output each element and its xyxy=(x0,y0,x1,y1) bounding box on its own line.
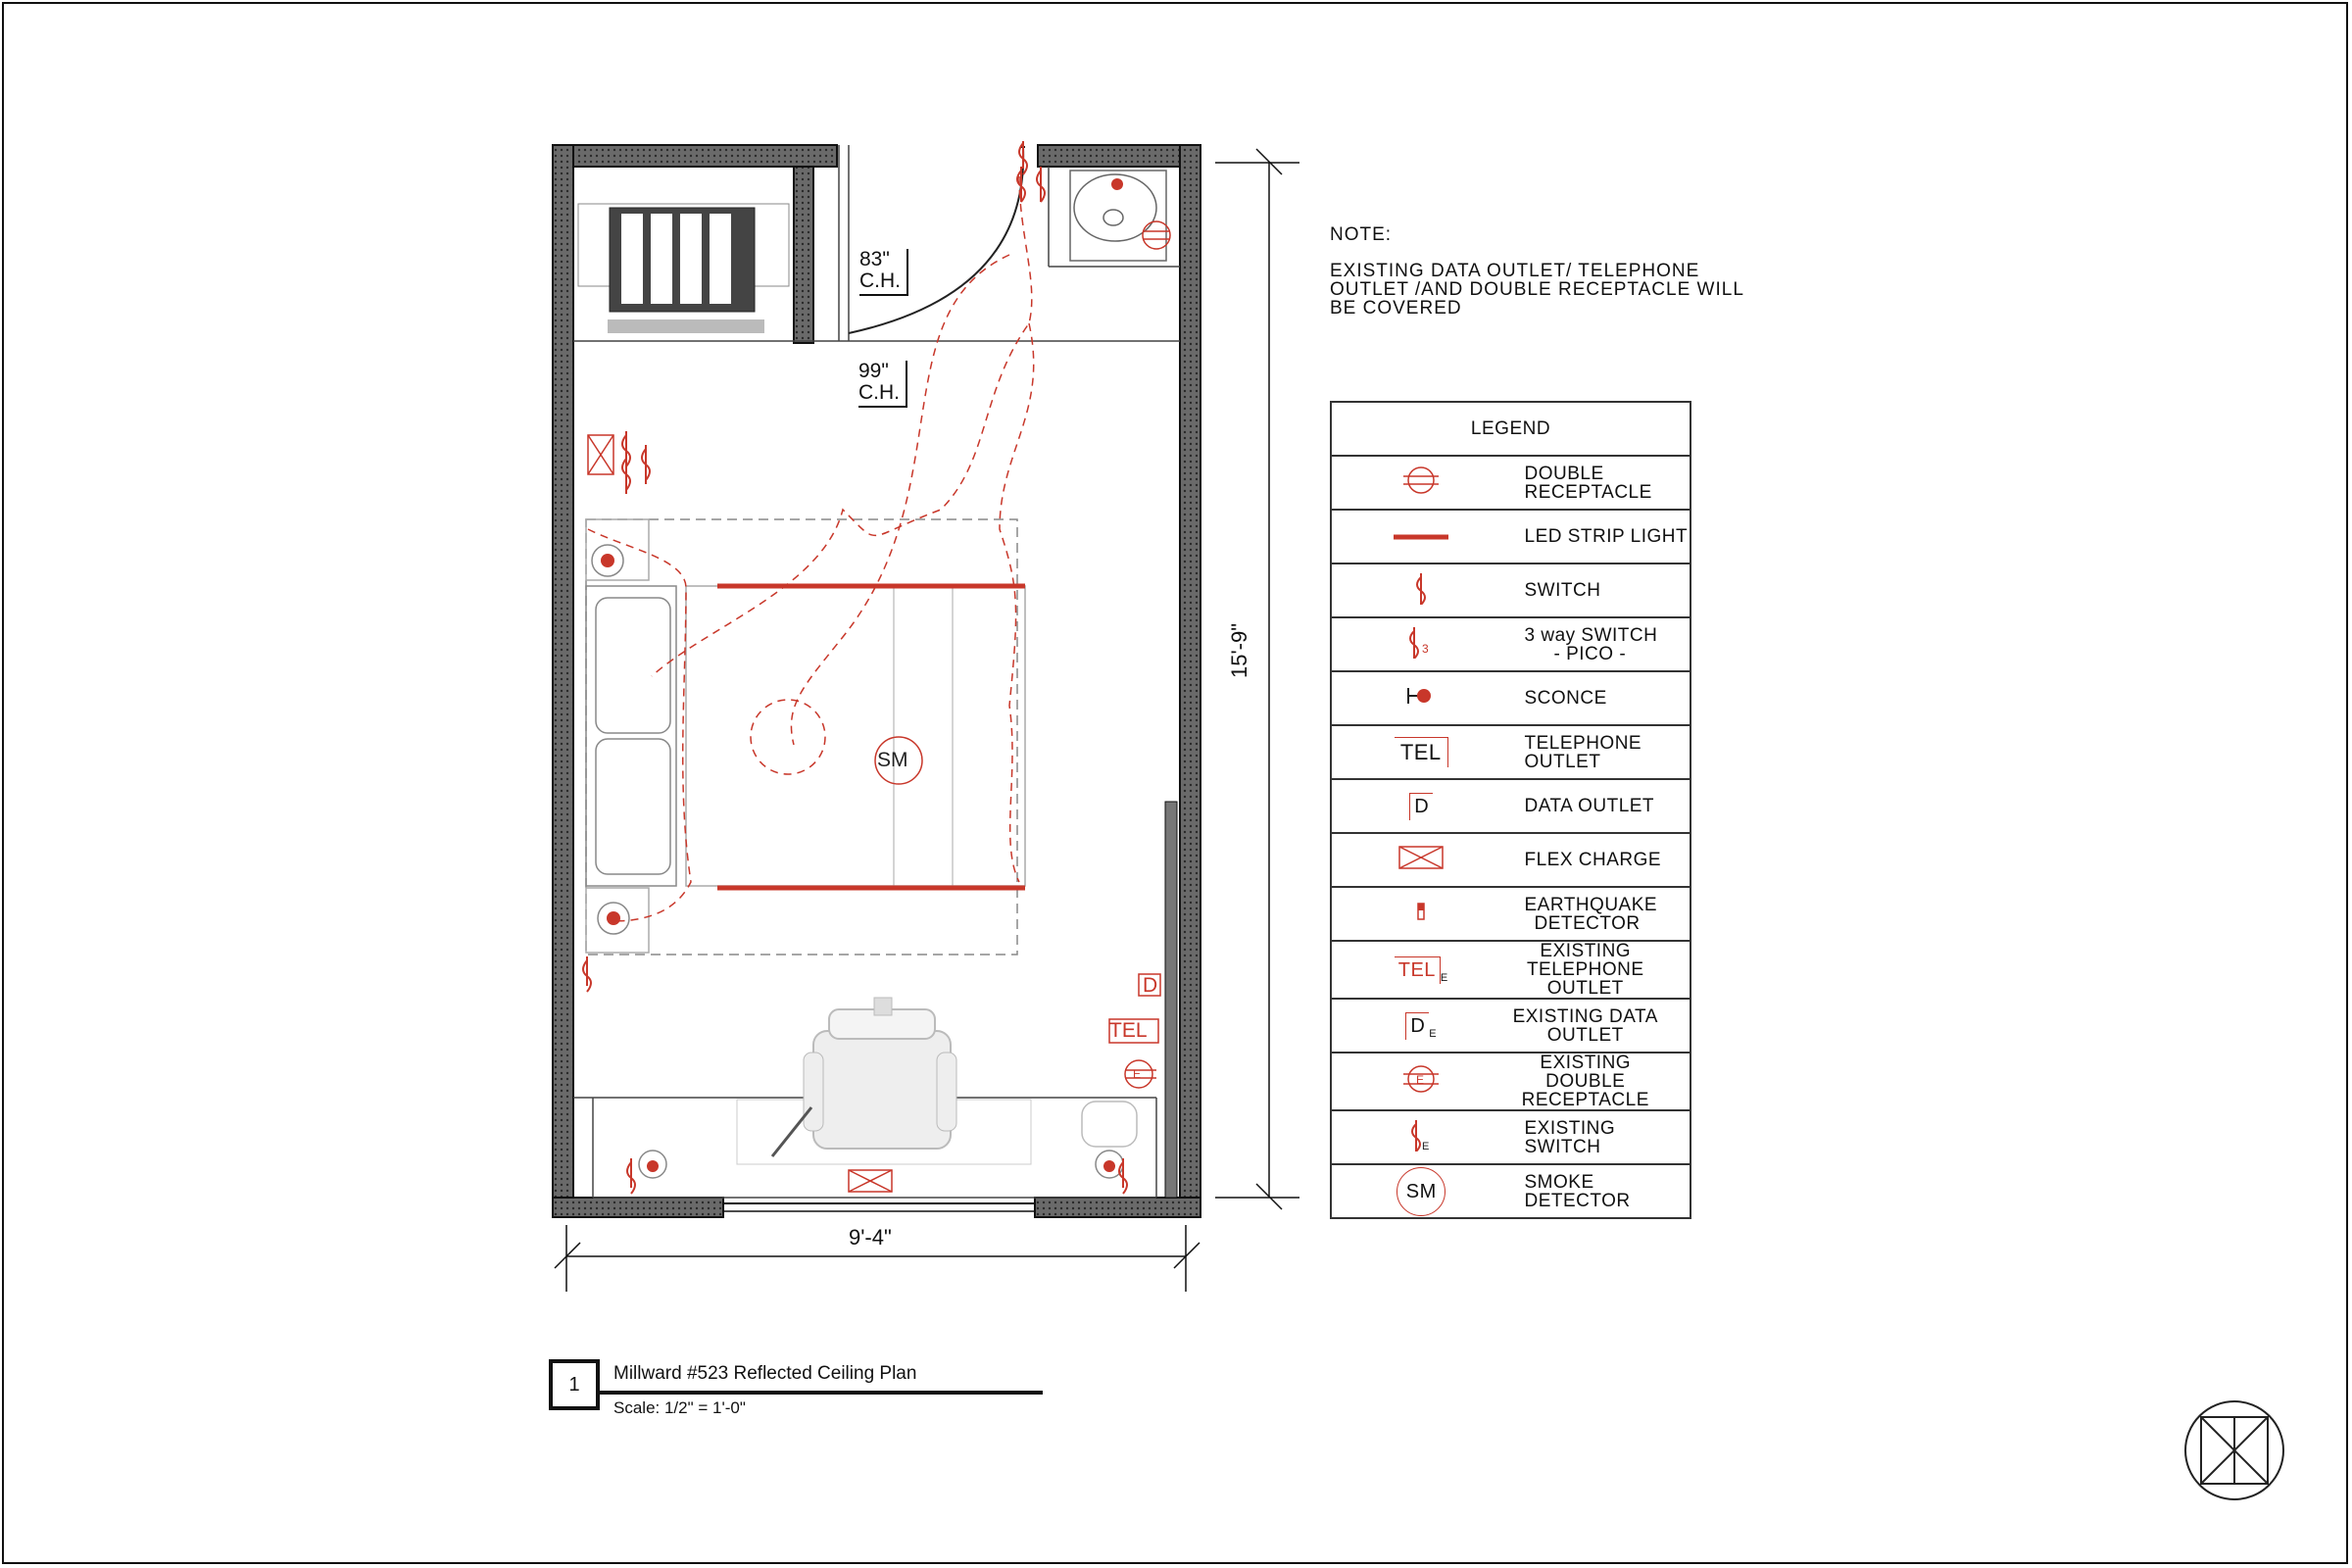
existing-switch-icon xyxy=(1331,1110,1511,1164)
existing-double-receptacle-icon xyxy=(1331,1053,1511,1110)
telephone-outlet-icon xyxy=(1331,725,1511,779)
legend-label: SMOKE DETECTOR xyxy=(1511,1164,1691,1218)
sconce-icon xyxy=(592,545,623,576)
smoke-detector-icon xyxy=(1331,1164,1511,1218)
switch-icon xyxy=(1331,564,1511,617)
note-block xyxy=(1330,225,1751,318)
legend-label-main: EXISTING DOUBLE xyxy=(1540,1053,1632,1092)
smoke-detector-label: SM xyxy=(877,749,908,771)
ceiling-height-unit: C.H. xyxy=(858,381,900,404)
ceiling-height-label xyxy=(858,361,907,408)
legend-title: LEGEND xyxy=(1331,402,1690,456)
existing-data-outlet-icon xyxy=(1331,999,1511,1053)
sconce-icon xyxy=(639,1151,666,1178)
legend-label-main: EXISTING DATA xyxy=(1512,1005,1658,1027)
double-receptacle-icon xyxy=(1331,456,1511,510)
legend-label-main: 3 way SWITCH xyxy=(1524,624,1658,646)
legend-label: SWITCH xyxy=(1511,564,1691,617)
door-swing xyxy=(849,147,1025,333)
desk-chair xyxy=(737,998,1137,1164)
drawing-scale: Scale: 1/2" = 1'-0" xyxy=(613,1398,746,1417)
switch-icon xyxy=(642,445,650,484)
earthquake-detector-icon xyxy=(1331,887,1511,941)
sconce-icon xyxy=(1111,178,1123,190)
legend-label xyxy=(1511,999,1691,1053)
legend-table xyxy=(1330,401,1691,1219)
led-strip-light-icon xyxy=(1331,510,1511,564)
ceiling-height-value: 99" xyxy=(858,360,889,382)
note-text: EXISTING DATA OUTLET/ TELEPHONE OUTLET /AND DOUBLE RECEPTACLE WILL BE COVERED xyxy=(1330,261,1744,318)
width-dimension: 9'-4" xyxy=(849,1225,892,1250)
existing-data-symbol: D xyxy=(1405,1012,1429,1040)
switch-icon xyxy=(1119,1158,1127,1194)
legend-label xyxy=(1511,941,1691,999)
sconce-icon xyxy=(1331,671,1511,725)
existing-receptacle-symbol: E xyxy=(1416,1072,1425,1087)
three-way-sub-label: 3 xyxy=(1422,641,1430,656)
legend-label xyxy=(1511,887,1691,941)
legend-label-sub: OUTLET xyxy=(1546,978,1624,999)
legend-label: FLEX CHARGE xyxy=(1511,833,1691,887)
ceiling-height-value: 83" xyxy=(859,248,890,270)
drawing-title: Millward #523 Reflected Ceiling Plan xyxy=(613,1363,917,1384)
legend-label: TELEPHONE OUTLET xyxy=(1511,725,1691,779)
note-title: NOTE: xyxy=(1330,224,1393,245)
legend-label-sub: DETECTOR xyxy=(1534,912,1641,934)
drawing-number: 1 xyxy=(549,1359,600,1410)
legend-label: DOUBLE RECEPTACLE xyxy=(1511,456,1691,510)
smoke-symbol: SM xyxy=(1396,1167,1446,1216)
tel-symbol: TEL xyxy=(1395,737,1448,767)
data-outlet-icon xyxy=(1331,779,1511,833)
existing-data-outlet-label: D xyxy=(1143,974,1158,997)
height-dimension: 15'-9" xyxy=(1227,622,1251,678)
legend-label: DATA OUTLET xyxy=(1511,779,1691,833)
logo xyxy=(2185,1401,2283,1499)
legend-label-main: EXISTING TELEPHONE xyxy=(1526,941,1644,980)
existing-sub-label: E xyxy=(1422,1140,1431,1152)
legend-label: LED STRIP LIGHT xyxy=(1511,510,1691,564)
existing-sub-label: E xyxy=(1429,1027,1438,1040)
title-underline xyxy=(600,1391,1043,1395)
three-way-switch-icon xyxy=(1331,617,1511,671)
legend-label-sub: RECEPTACLE xyxy=(1521,1090,1649,1110)
legend-label: SCONCE xyxy=(1511,671,1691,725)
three-way-switch-icon xyxy=(1037,167,1045,202)
legend-label-main: EARTHQUAKE xyxy=(1524,894,1658,915)
existing-receptacle-label: E xyxy=(1133,1067,1142,1081)
data-symbol: D xyxy=(1409,793,1433,820)
existing-sub-label: E xyxy=(1440,971,1448,984)
switch-icon xyxy=(627,1158,635,1194)
existing-telephone-outlet-icon xyxy=(1331,941,1511,999)
closet-shelving xyxy=(578,204,789,333)
existing-tel-symbol: TEL xyxy=(1395,956,1441,984)
legend-label xyxy=(1511,617,1691,671)
ceiling-height-unit: C.H. xyxy=(859,270,901,292)
ceiling-height-label xyxy=(859,249,908,296)
legend-label xyxy=(1511,1053,1691,1110)
flex-charge-icon xyxy=(1331,833,1511,887)
led-strip-lights xyxy=(717,586,1025,888)
legend-label-sub: OUTLET xyxy=(1546,1024,1624,1046)
sconce-icon xyxy=(598,903,629,934)
existing-telephone-outlet-label: TEL xyxy=(1109,1019,1148,1042)
switch-icon xyxy=(583,956,591,992)
legend-label: EXISTING SWITCH xyxy=(1511,1110,1691,1164)
legend-label-sub: - PICO - xyxy=(1553,643,1627,664)
